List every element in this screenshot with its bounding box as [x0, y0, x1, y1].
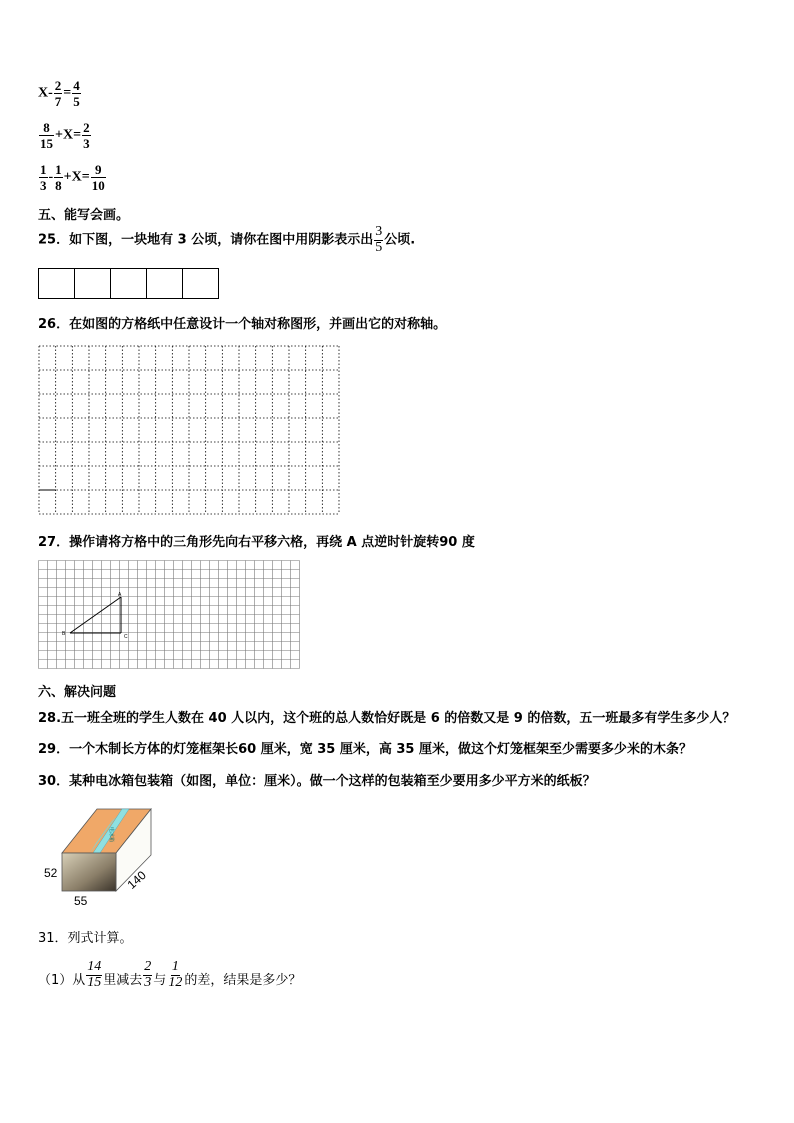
- eq3-equals: =: [81, 169, 90, 185]
- eq3-minus: -: [48, 169, 54, 185]
- eq3-fraction-2: [54, 163, 63, 192]
- q25-frac-den: 5: [375, 239, 383, 255]
- section-6-title: 六、解决问题: [38, 685, 117, 700]
- eq3-fraction-3: [91, 163, 106, 192]
- equation-1: [38, 79, 82, 108]
- box-label-text: 电冰箱: [108, 827, 114, 843]
- question-28: 28.五一班全班的学生人数在 40 人以内，这个班的总人数恰好既是 6 的倍数又是 9 的倍数，五一班最多有学生多少人？: [38, 711, 736, 726]
- eq3-plus-x: +X: [63, 169, 82, 185]
- eq3-f1-den: 3: [40, 178, 47, 193]
- q25-strip-outline: [39, 269, 219, 299]
- q31-f2-num: 2: [144, 959, 152, 974]
- eq1-var: X-: [38, 85, 53, 101]
- q25-text-b: 公顷.: [384, 232, 416, 248]
- eq1-equals: =: [63, 85, 72, 101]
- eq2-fraction-2: [82, 121, 91, 150]
- eq1-f1-num: 2: [54, 78, 62, 93]
- eq2-f2-den: 3: [83, 136, 90, 151]
- question-31: 31．列式计算。: [38, 931, 133, 946]
- eq2-f1-den: 15: [40, 136, 53, 151]
- eq2-equals: =: [73, 127, 82, 143]
- equation-3: [38, 163, 107, 192]
- eq3-f2-num: 1: [55, 162, 62, 177]
- question-27: 27．操作请将方格中的三角形先向右平移六格，再绕 A 点逆时针旋转90 度: [38, 535, 475, 550]
- q31-fraction-3: [167, 960, 183, 990]
- q25-text-a: 25．如下图，一块地有 3 公顷，请你在图中用阴影表示出: [38, 232, 374, 248]
- q25-frac-num: 3: [375, 224, 383, 239]
- q31-suffix: 的差，结果是多少？: [184, 973, 302, 989]
- eq2-plus-x: +X: [55, 127, 74, 143]
- q31-fraction-2: [143, 960, 152, 990]
- q30-box-illustration: [38, 805, 168, 910]
- q25-five-box-strip: [38, 268, 220, 300]
- q31-f2-den: 3: [144, 974, 152, 990]
- q31-prefix: （1）从: [38, 973, 86, 989]
- q31-mid-1: 里减去: [103, 973, 143, 989]
- eq3-f3-den: 10: [91, 178, 105, 193]
- eq1-fraction-2: [72, 79, 81, 108]
- question-30: 30．某种电冰箱包装箱（如图，单位：厘米）。做一个这样的包装箱至少要用多少平方米的纸板？: [38, 774, 596, 789]
- triangle-label-c: C: [124, 634, 128, 640]
- dim-width-label: 55: [74, 894, 88, 908]
- eq1-f2-num: 4: [73, 78, 80, 93]
- q26-dotted-grid: [38, 345, 340, 515]
- dim-height-label: 52: [44, 866, 58, 880]
- q31-f3-den: 12: [168, 974, 183, 990]
- q27-square-grid: [38, 560, 300, 674]
- q31-sub-1: [38, 960, 301, 990]
- eq3-fraction-1: [39, 163, 48, 192]
- eq3-f1-num: 1: [40, 162, 47, 177]
- q31-f1-den: 15: [87, 974, 102, 990]
- q31-mid-2: 与: [153, 973, 167, 989]
- eq1-fraction-1: [54, 79, 63, 108]
- eq1-f2-den: 5: [73, 94, 80, 109]
- triangle-label-b: B: [62, 631, 66, 637]
- question-26: 26．在如图的方格纸中任意设计一个轴对称图形，并画出它的对称轴。: [38, 317, 447, 332]
- q25-fraction: [374, 225, 383, 255]
- section-5-title: 五、能写会画。: [38, 208, 130, 223]
- question-29: 29．一个木制长方体的灯笼框架长60 厘米，宽 35 厘米，高 35 厘米，做这个灯笼框架至少需要多少米的木条？: [38, 742, 692, 757]
- q31-fraction-1: [86, 960, 102, 990]
- q31-f1-num: 14: [87, 959, 102, 974]
- eq2-fraction-1: [39, 121, 54, 150]
- box-front-face: [62, 853, 116, 891]
- triangle-side-ba: [70, 597, 121, 633]
- eq3-f2-den: 8: [55, 178, 62, 193]
- dim-length-label: 140: [124, 868, 149, 892]
- eq2-f1-num: 8: [43, 120, 50, 135]
- question-25: [38, 225, 415, 255]
- q31-f3-num: 1: [171, 959, 179, 974]
- eq3-f3-num: 9: [95, 162, 102, 177]
- eq2-f2-num: 2: [83, 120, 90, 135]
- eq1-f1-den: 7: [54, 94, 62, 109]
- triangle-label-a: A: [118, 592, 122, 598]
- equation-2: [38, 121, 92, 150]
